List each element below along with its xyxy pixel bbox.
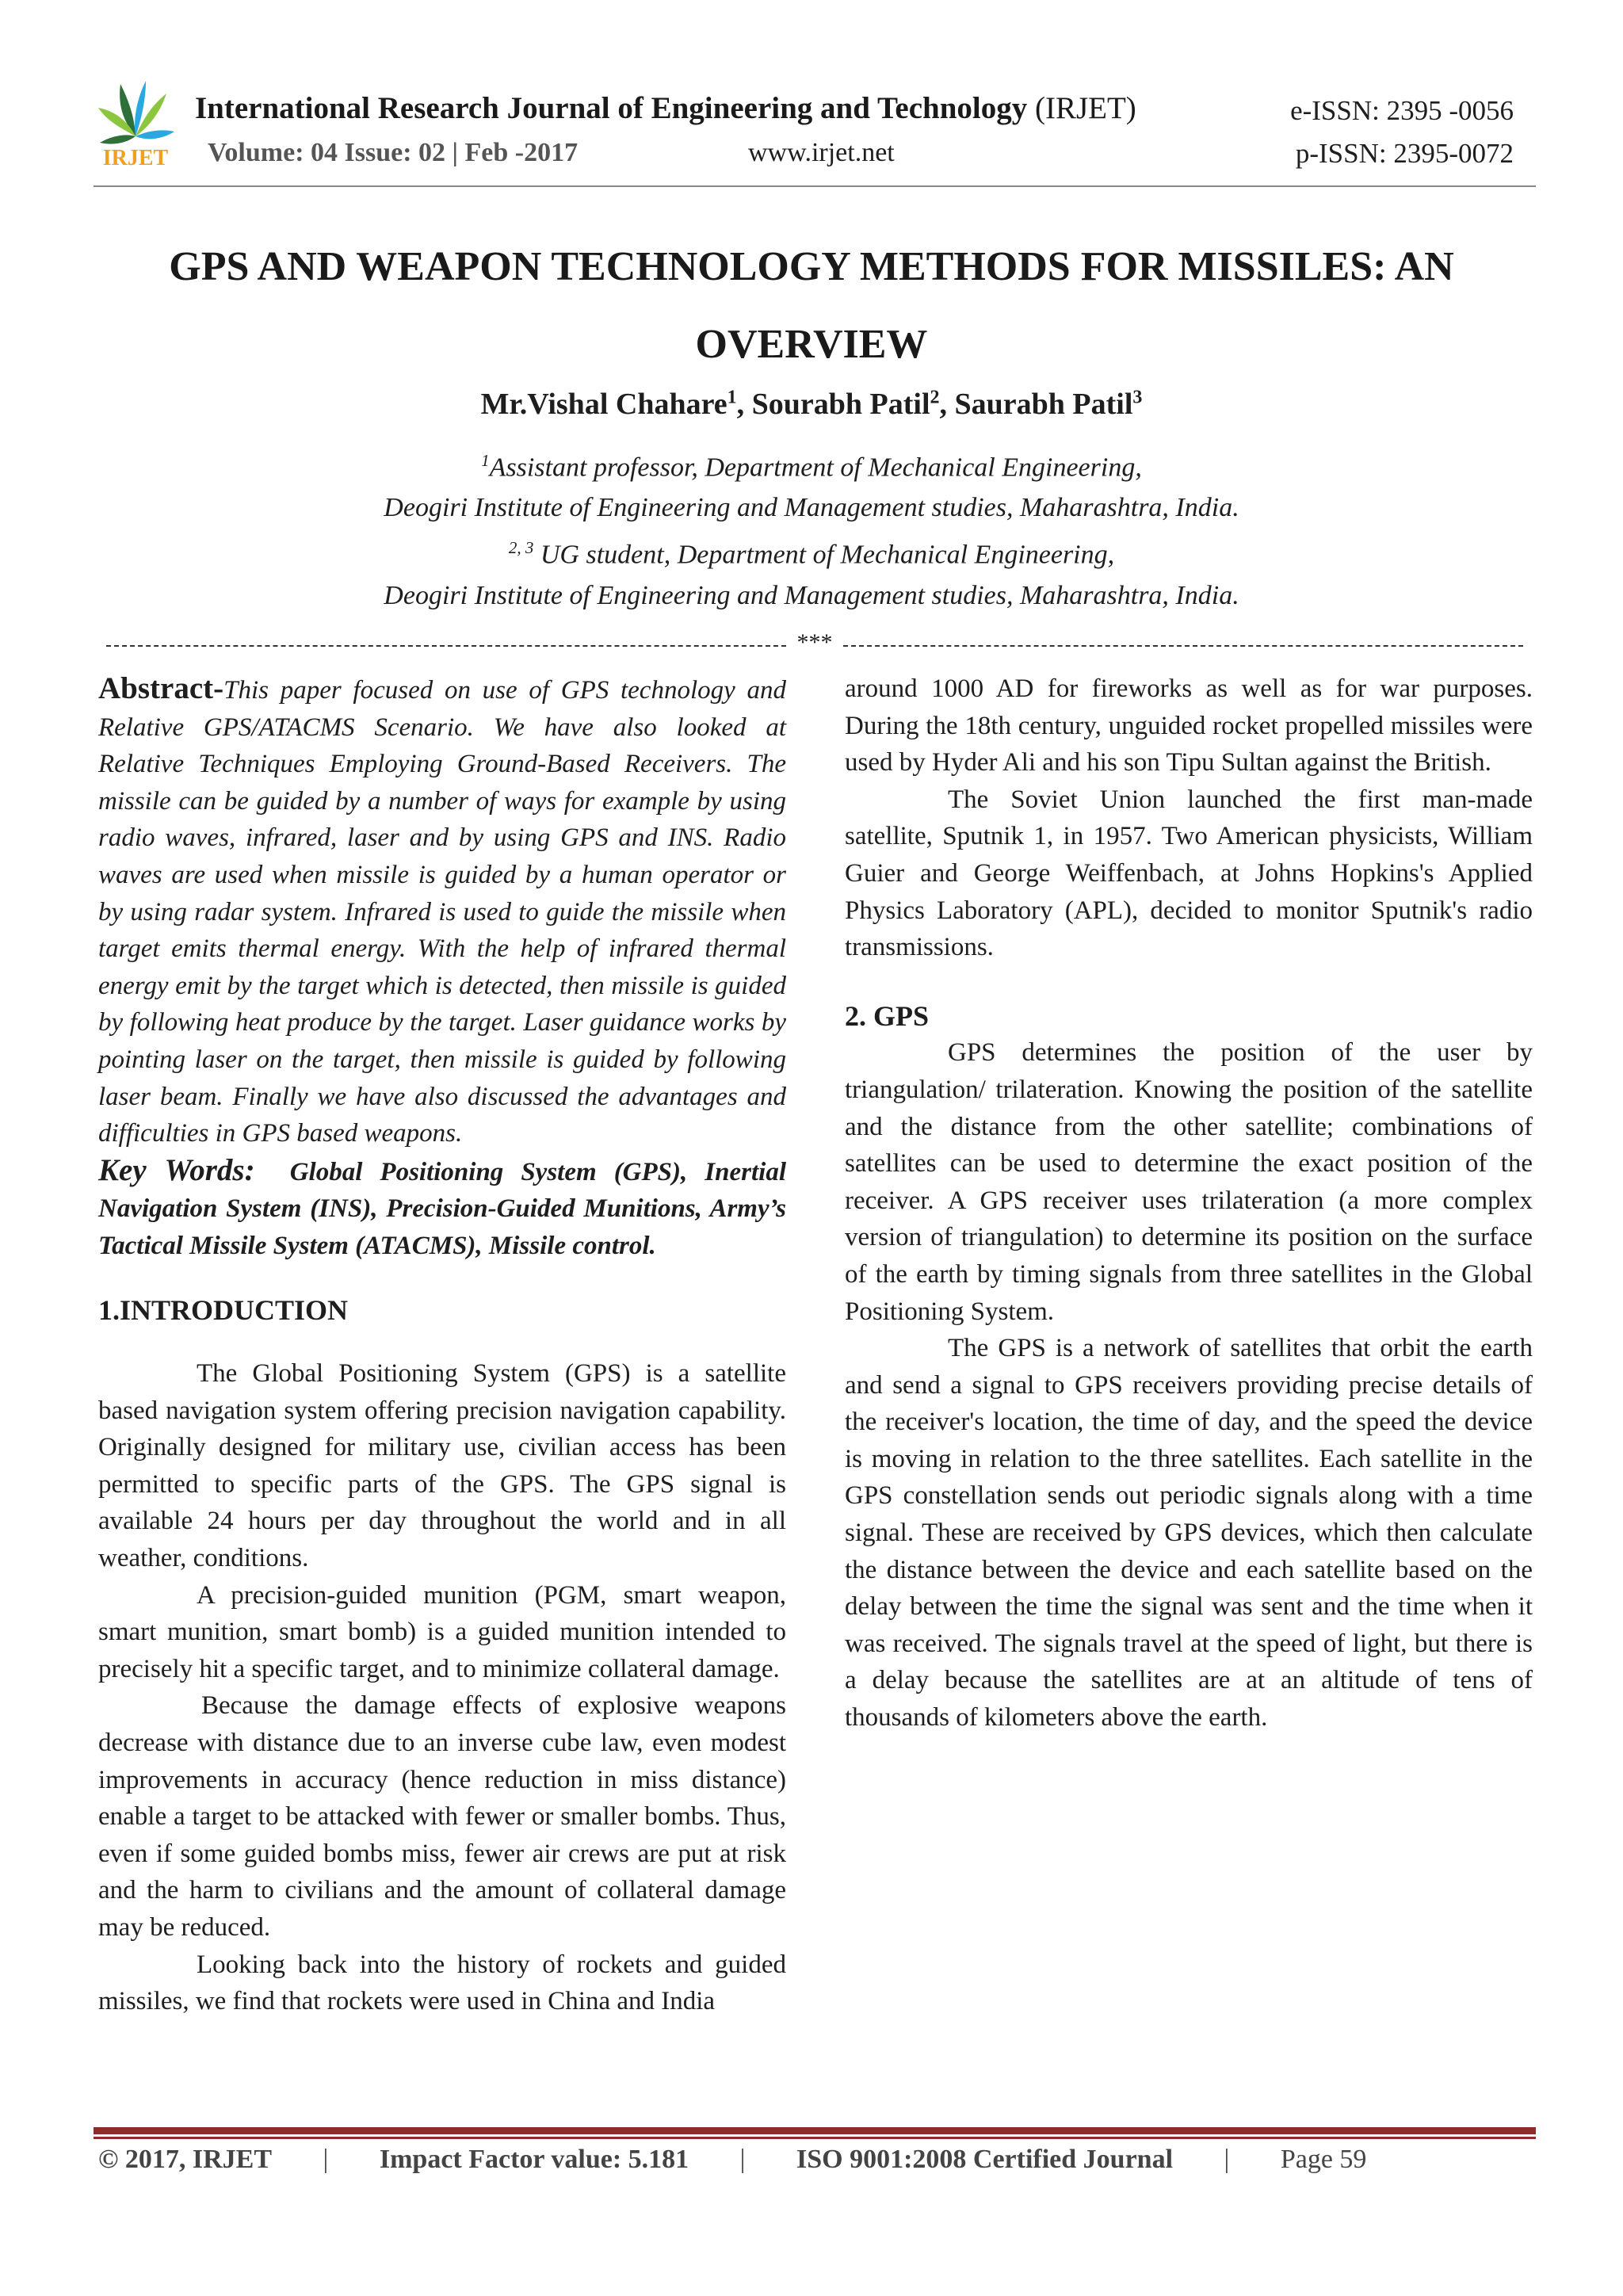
- affiliation-2-line-1: [0, 528, 1623, 575]
- intro-paragraph-3: Because the damage effects of explosive weapons decrease with distance due to an inverse cube law, even modest improvements in accuracy (hence reduction in miss distance) enable a target to be attacked with fewer or smaller bombs. Thus, even if some guided bombs miss, fewer air crews are put at risk and the harm to civilians and the amount of collateral damage may be reduced.: [98, 1691, 786, 1942]
- history-paragraph-1: around 1000 AD for fireworks as well as for war purposes. During the 18th century, unguided rocket propelled missiles were used by Hyder Ali and his son Tipu Sultan against the British.: [845, 674, 1533, 777]
- separator-dash-left: [106, 645, 786, 647]
- affiliation-sup: 1: [481, 451, 490, 470]
- footer-copyright: © 2017, IRJET: [98, 2145, 273, 2174]
- author-sup: 1: [727, 387, 737, 408]
- author-separator: ,: [939, 388, 955, 421]
- author-separator: ,: [736, 388, 752, 421]
- pissn: p-ISSN: 2395-0072: [1295, 138, 1514, 169]
- author-name: Mr.Vishal Chahare: [480, 388, 727, 421]
- irjet-logo-icon: [94, 76, 178, 170]
- separator-dash-right: [843, 645, 1523, 647]
- history-paragraph-2: The Soviet Union launched the first man-made satellite, Sputnik 1, in 1957. Two American physicists, William Guier and George Weiffenbach, at Johns Hopkins's Applied Physics Laboratory (APL), decided to monitor Sputnik's radio transmissions.: [845, 785, 1533, 962]
- section-separator: [106, 629, 1523, 656]
- volume-issue: Volume: 04 Issue: 02 | Feb -2017: [208, 138, 579, 167]
- author-name: Sourabh Patil: [751, 388, 930, 421]
- journal-title: International Research Journal of Engineering and Technology: [195, 91, 1028, 125]
- affiliation-text: UG student, Department of Mechanical Engineering,: [533, 540, 1115, 570]
- affiliations: [0, 441, 1623, 616]
- left-column: [98, 670, 786, 2020]
- abstract-label: Abstract-: [98, 671, 224, 705]
- affiliation-text: Assistant professor, Department of Mechanical Engineering,: [489, 453, 1142, 483]
- footer-impact-factor: Impact Factor value: 5.181: [379, 2145, 689, 2174]
- footer-separator: |: [1224, 2145, 1230, 2174]
- footer-divider-thin: [94, 2137, 1536, 2139]
- abstract-text: This paper focused on use of GPS technology and Relative GPS/ATACMS Scenario. We have also looked at Relative Techniques Employing Ground-Based Receivers. The missile can be guided by a number of ways for example by using radio waves, infrared, laser and by using GPS and INS. Radio waves are used when missile is guided by a human operator or by using radar system. Infrared is used to guide the missile when target emits thermal energy. With the help of infrared thermal energy emit by the target which is detected, then missile is guided by following heat produce by the target. Laser guidance works by pointing laser on the target, then missile is guided by following laser beam. Finally we have also discussed the advantages and difficulties in GPS based weapons.: [98, 676, 786, 1148]
- paper-title: [119, 228, 1504, 384]
- affiliation-1-line-2: Deogiri Institute of Engineering and Management studies, Maharashtra, India.: [384, 493, 1239, 523]
- journal-url[interactable]: www.irjet.net: [748, 138, 895, 167]
- author-sup: 3: [1132, 387, 1143, 408]
- footer-page-number: Page 59: [1280, 2145, 1367, 2174]
- keywords-colon: :: [244, 1152, 255, 1187]
- intro-paragraph-2: A precision-guided munition (PGM, smart weapon, smart munition, smart bomb) is a guided munition intended to precisely hit a specific target, and to minimize collateral damage.: [98, 1580, 786, 1683]
- footer-iso: ISO 9001:2008 Certified Journal: [796, 2145, 1174, 2174]
- journal-logo: [94, 76, 178, 170]
- header-divider: [94, 185, 1536, 187]
- journal-abbr: (IRJET): [1034, 91, 1136, 125]
- intro-paragraph-1: The Global Positioning System (GPS) is a satellite based navigation system offering precision navigation capability. Originally designed for military use, civilian access has been permitted to specific parts of the GPS. The GPS signal is available 24 hours per day throughout the world and in all weather, conditions.: [98, 1359, 786, 1573]
- affiliation-1-line-1: [0, 441, 1623, 487]
- keywords-label: Key Words: [98, 1152, 245, 1187]
- title-line-1: GPS AND WEAPON TECHNOLOGY METHODS FOR MISSILES: AN: [169, 244, 1454, 289]
- abstract: [98, 670, 786, 1152]
- intro-paragraph-4: Looking back into the history of rockets and guided missiles, we find that rockets were used in China and India: [98, 1950, 786, 2016]
- section-heading-introduction: 1.INTRODUCTION: [98, 1293, 349, 1326]
- keywords: [98, 1152, 786, 1265]
- page-footer: [98, 2145, 1366, 2175]
- keywords-text: Global Positioning System (GPS), Inertial Navigation System (INS), Precision-Guided Munitions, Army’s Tactical Missile System (ATACMS), Missile control.: [98, 1157, 786, 1260]
- affiliation-sup: 2, 3: [508, 538, 534, 558]
- footer-divider: [94, 2127, 1536, 2134]
- gps-paragraph-2: The GPS is a network of satellites that orbit the earth and send a signal to GPS receivers providing precise details of the receiver's location, the time of day, and the speed the device is moving in relation to the three satellites. Each satellite in the GPS constellation sends out periodic signals along with a time signal. These are received by GPS devices, which then calculate the distance between the device and each satellite based on the delay between the time the signal was sent and the time when it was received. The signals travel at the speed of light, but there is a delay because the satellites are at an altitude of tens of thousands of kilometers above the earth.: [845, 1334, 1533, 1733]
- title-line-2: OVERVIEW: [695, 322, 928, 367]
- author-list: [0, 387, 1623, 422]
- affiliation-2-line-2: Deogiri Institute of Engineering and Management studies, Maharashtra, India.: [384, 580, 1239, 610]
- eissn: e-ISSN: 2395 -0056: [1290, 95, 1514, 126]
- gps-paragraph-1: GPS determines the position of the user by triangulation/ trilateration. Knowing the position of the satellite and the distance from the other satellite; combinations of satellites can be used to determine the exact position of the receiver. A GPS receiver uses trilateration (a more complex version of triangulation) to determine its position on the surface of the earth by timing signals from three satellites in the Global Positioning System.: [845, 1038, 1533, 1326]
- separator-stars: ***: [794, 629, 836, 656]
- footer-separator: |: [739, 2145, 746, 2174]
- author-sup: 2: [930, 387, 940, 408]
- right-column: [845, 670, 1533, 1736]
- author-name: Saurabh Patil: [954, 388, 1133, 421]
- footer-separator: |: [323, 2145, 329, 2174]
- logo-text: IRJET: [102, 146, 169, 170]
- journal-name: [195, 90, 1136, 126]
- section-heading-gps: 2. GPS: [845, 999, 930, 1032]
